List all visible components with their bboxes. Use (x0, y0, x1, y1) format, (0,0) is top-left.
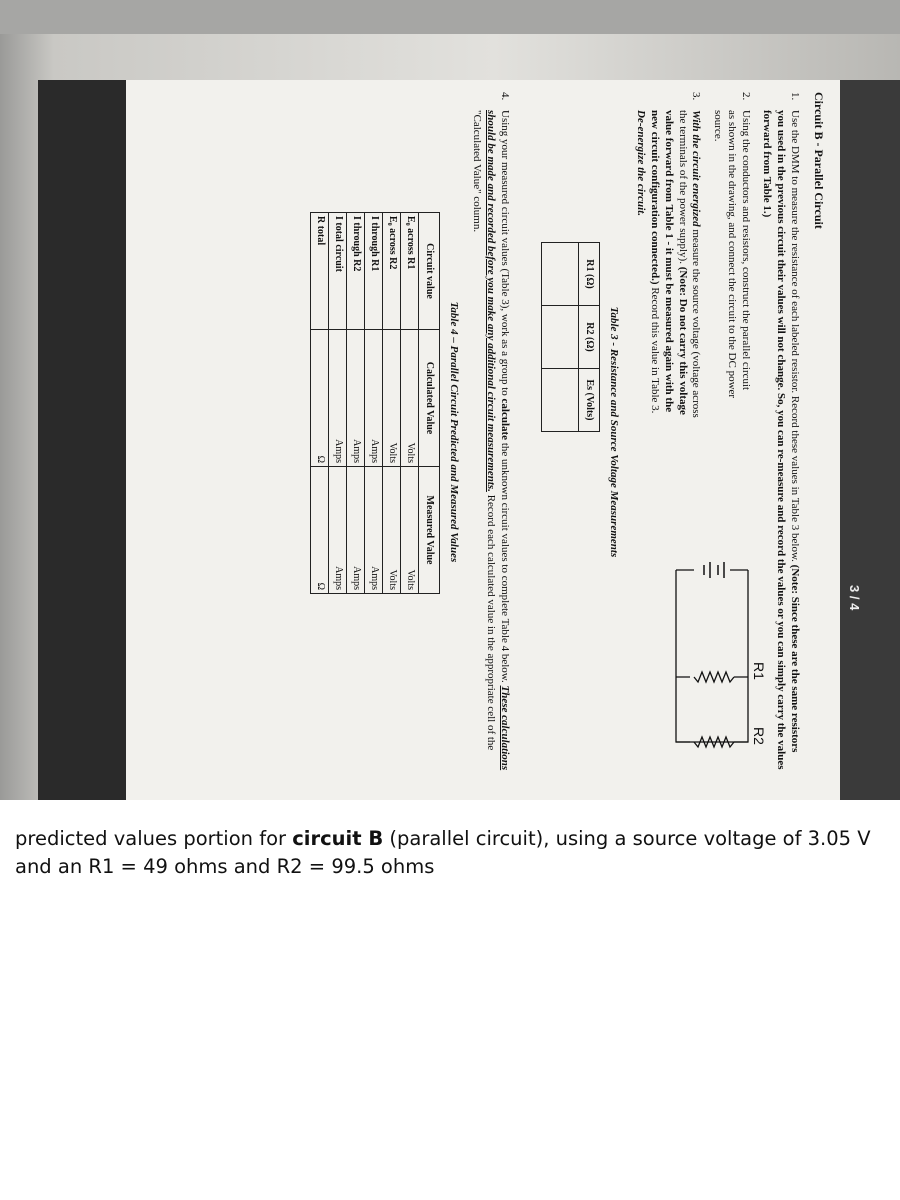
table-header-cell: Calculated Value (419, 330, 440, 467)
measured-value-cell[interactable]: Amps (329, 467, 347, 594)
circuit-wires (676, 570, 748, 747)
row-label: E₀ across R2 (383, 213, 401, 330)
question-emphasis: circuit B (292, 827, 384, 850)
table-header-cell: R1 (Ω) (579, 243, 600, 306)
table4 (310, 212, 440, 594)
step-2 (711, 92, 752, 402)
row-label: E₀ across R1 (401, 213, 419, 330)
calculated-value-cell[interactable]: Volts (401, 330, 419, 467)
step-text-part: Using your measured circuit values (Table 3), work as a group to (499, 110, 511, 399)
step-number: 1. (789, 92, 801, 101)
row-label: I through R1 (365, 213, 383, 330)
r1-value-cell[interactable] (542, 243, 579, 306)
right-dark-band (840, 80, 900, 800)
table-row (401, 213, 419, 594)
r1-label: R1 (751, 662, 767, 680)
question-text (15, 825, 885, 881)
calculated-value-cell[interactable]: Ω (311, 330, 329, 467)
step-emphasis: De-energize the circuit. (635, 110, 648, 217)
table-header-row (579, 243, 600, 432)
step-text (634, 110, 703, 422)
worksheet-content (136, 92, 826, 772)
step-4 (470, 92, 511, 772)
measured-value-cell[interactable]: Volts (383, 467, 401, 594)
step-3 (634, 92, 703, 422)
r2-value-cell[interactable] (542, 306, 579, 369)
r2-label: R2 (751, 727, 767, 745)
question-text-part: predicted values portion for (15, 827, 293, 850)
table-header-cell: Es (Volts) (579, 369, 600, 432)
measured-value-cell[interactable]: Amps (347, 467, 365, 594)
step-note: (Note: Since these are the same resistors you used in the previous circuit their values will not change. So, you can re-measure and record the values or you can simply carry the values forward from Table 1.) (761, 110, 801, 770)
step-text-part: the unknown circuit values to complete Table 4 below. (499, 440, 511, 686)
measured-value-cell[interactable]: Amps (365, 467, 383, 594)
table-header-cell: R2 (Ω) (579, 306, 600, 369)
table-row (311, 213, 329, 594)
calculated-value-cell[interactable]: Amps (365, 330, 383, 467)
battery-icon (704, 562, 724, 578)
step-text-part: Record each calculated value in the appropriate cell of the "Calculated Value" column. (471, 110, 498, 751)
step-text-part: Use the DMM to measure the resistance of each labeled resistor. Record these values in Table 3 below. (789, 110, 801, 565)
table-row (383, 213, 401, 594)
left-dark-band (38, 80, 126, 800)
measured-value-cell[interactable]: Volts (401, 467, 419, 594)
step-text-part: Record this value in Table 3. (649, 284, 662, 414)
table3 (541, 242, 600, 432)
calculated-value-cell[interactable]: Volts (383, 330, 401, 467)
table-header-cell: Circuit value (419, 213, 440, 330)
step-emphasis: calculate (499, 398, 511, 441)
table-row (347, 213, 365, 594)
step-text: Using the conductors and resistors, construct the parallel circuit as shown in the drawing, and connect the circuit to the DC power source. (712, 110, 752, 399)
table-row (542, 243, 579, 432)
table-row (365, 213, 383, 594)
step-emphasis: With the circuit energized (690, 110, 703, 227)
step-text (470, 110, 511, 772)
calculated-value-cell[interactable]: Amps (347, 330, 365, 467)
step-number: 3. (690, 92, 703, 101)
row-label: I total circuit (329, 213, 347, 330)
step-number: 2. (739, 92, 752, 101)
es-value-cell[interactable] (542, 369, 579, 432)
row-label: I through R2 (347, 213, 365, 330)
parallel-circuit-diagram (666, 562, 776, 762)
step-text-part: measure the source voltage (voltage across the terminals of the power supply). (676, 110, 703, 418)
row-label: R total (311, 213, 329, 330)
top-margin (0, 0, 900, 34)
question-text-part: (parallel circuit), using a source voltage of 3.05 V and an R1 = 49 ohms and R2 = 99.5 ohms (15, 827, 871, 878)
page-indicator: 3 / 4 (847, 585, 862, 611)
table-row (329, 213, 347, 594)
table-header-cell: Measured Value (419, 467, 440, 594)
measured-value-cell[interactable]: Ω (311, 467, 329, 594)
step-emphasis: These calculations should be made and recorded before you make any additional circuit measurements. (485, 110, 511, 771)
step-note: (Note: Do not carry this voltage value forward from Table 1 - it must be measured again with the new circuit configuration connected.) (649, 110, 689, 415)
table4-caption: Table 4 – Parallel Circuit Predicted and Measured Values (447, 301, 460, 563)
table-header-row (419, 213, 440, 594)
calculated-value-cell[interactable]: Amps (329, 330, 347, 467)
section-title: Circuit B - Parallel Circuit (812, 92, 826, 229)
table3-caption: Table 3 - Resistance and Source Voltage Measurements (607, 306, 620, 558)
step-number: 4. (499, 92, 511, 101)
